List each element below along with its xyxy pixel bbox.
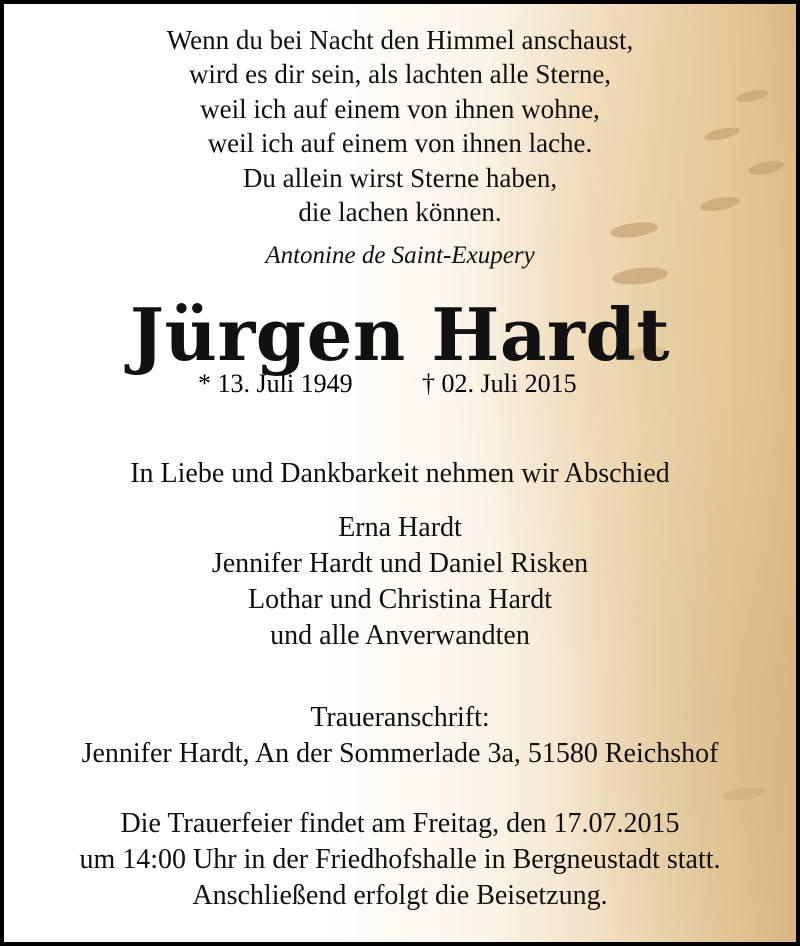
poem-author: Antonine de Saint-Exupery: [265, 242, 535, 269]
deceased-name: Jürgen Hardt: [129, 292, 671, 377]
death-date: † 02. Juli 2015: [422, 369, 577, 398]
birth-date: * 13. Juli 1949: [198, 369, 353, 398]
poem-line: Du allein wirst Sterne haben,: [242, 163, 558, 193]
mourner: und alle Anverwandten: [270, 620, 530, 651]
poem-line: weil ich auf einem von ihnen wohne,: [200, 94, 600, 124]
ceremony-line: Die Trauerfeier findet am Freitag, den 17.07.2015: [120, 808, 680, 839]
mourner: Lothar und Christina Hardt: [247, 584, 553, 615]
mourner: Jennifer Hardt und Daniel Risken: [211, 548, 589, 579]
address-label: Traueranschrift:: [310, 702, 490, 733]
mourner: Erna Hardt: [338, 512, 462, 543]
poem-line: Wenn du bei Nacht den Himmel anschaust,: [166, 25, 634, 55]
ceremony-line: Anschließend erfolgt die Beisetzung.: [192, 880, 608, 911]
poem-line: wird es dir sein, als lachten alle Sterne,: [188, 59, 612, 89]
farewell-text: In Liebe und Dankbarkeit nehmen wir Abschied: [130, 458, 670, 489]
obituary-notice: [4, 4, 796, 942]
poem-line: weil ich auf einem von ihnen lache.: [207, 128, 593, 158]
ceremony-line: um 14:00 Uhr in der Friedhofshalle in Bergneustadt statt.: [79, 844, 721, 875]
mourning-address: Jennifer Hardt, An der Sommerlade 3a, 51580 Reichshof: [81, 738, 719, 769]
poem-line: die lachen können.: [298, 197, 502, 227]
